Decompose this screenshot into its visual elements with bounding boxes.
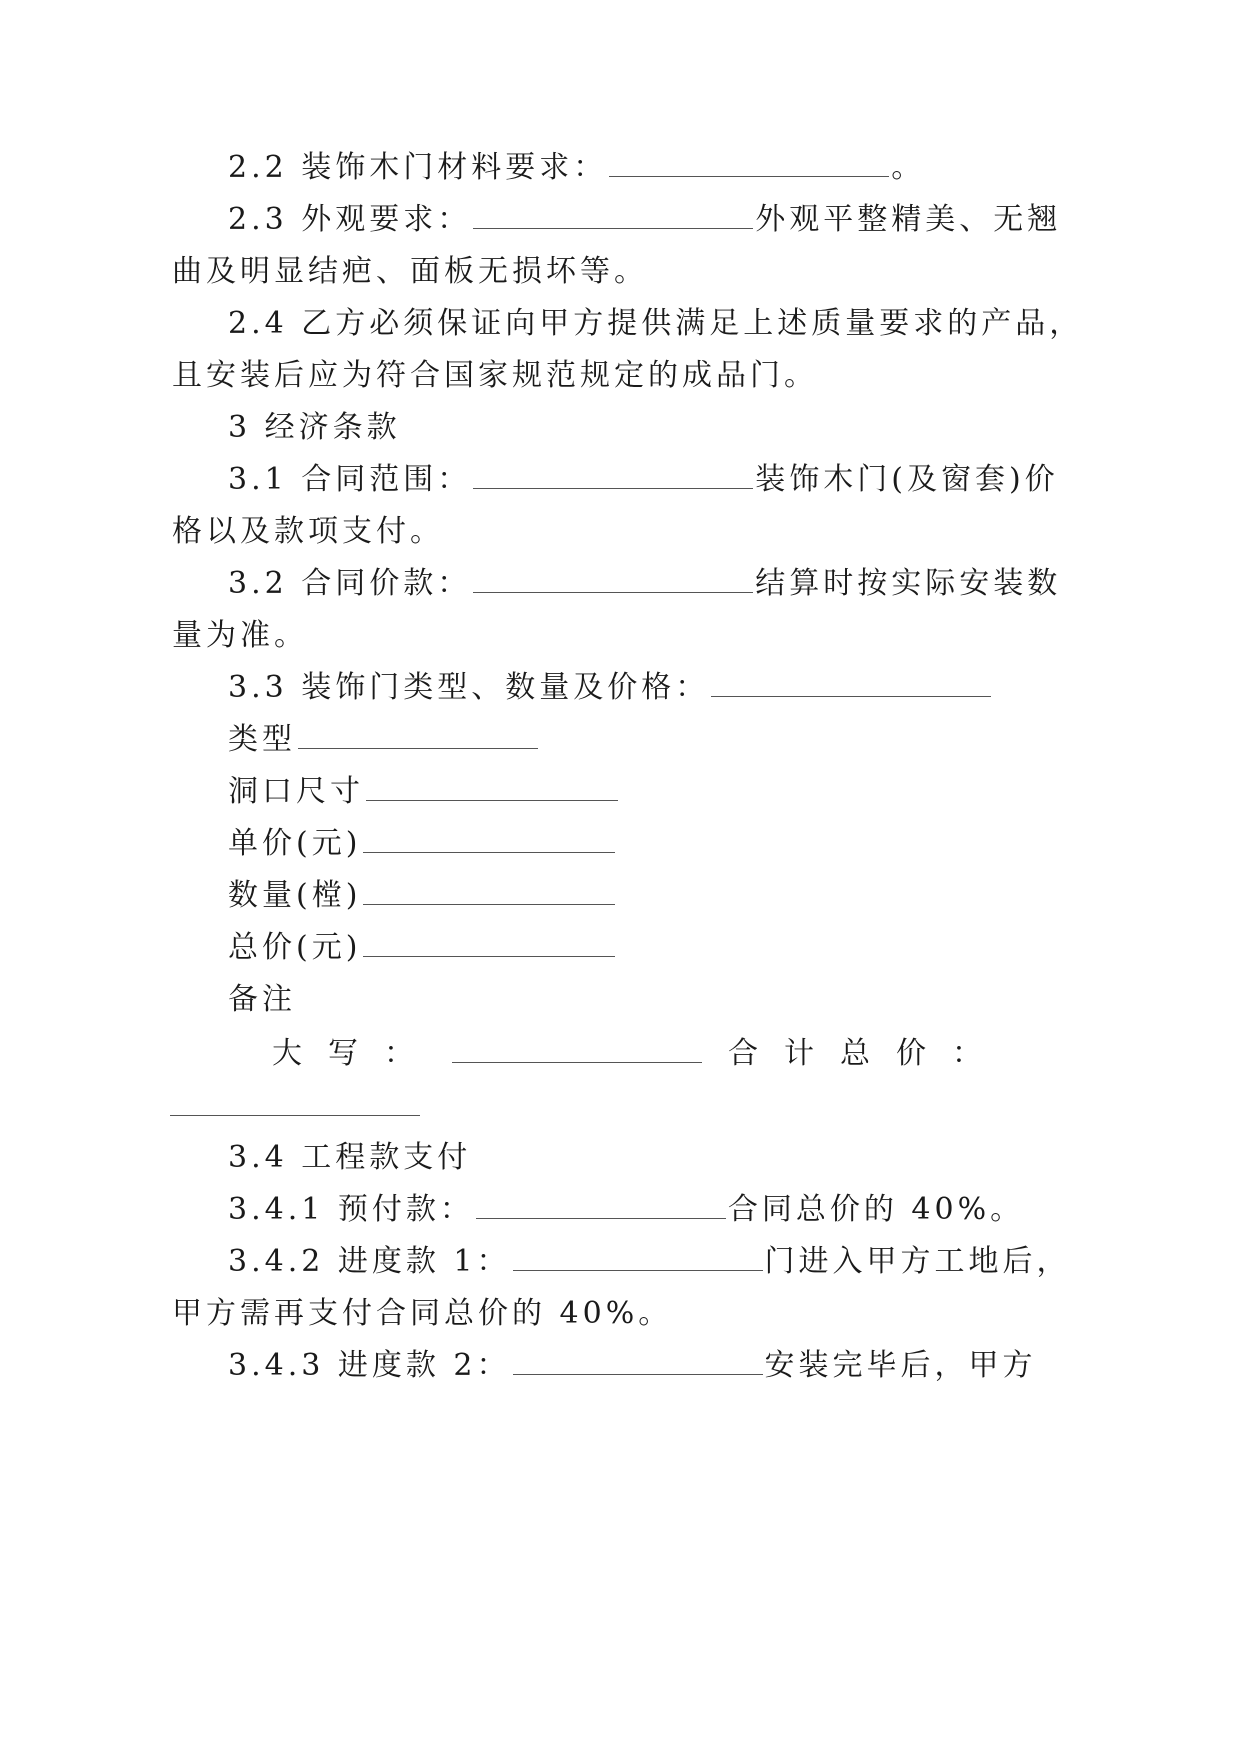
clause-3-4-3-text: 安装完毕后，甲方 — [764, 1348, 1037, 1383]
total-price-blank[interactable] — [363, 928, 615, 957]
remarks-label: 备注 — [228, 982, 296, 1017]
quantity-blank[interactable] — [363, 876, 615, 905]
clause-3-4-2 — [228, 1242, 1071, 1282]
clause-3-2-text: 结算时按实际安装数 — [755, 566, 1062, 601]
total-price-row — [228, 928, 617, 968]
section-3-heading: 3 经济条款 — [228, 410, 401, 445]
clause-3-4-heading: 3.4 工程款支付 — [228, 1140, 472, 1175]
clause-3-3-label: 3.3 装饰门类型、数量及价格： — [228, 670, 710, 705]
clause-3-1-label: 3.1 合同范围： — [228, 462, 472, 497]
clause-3-2-cont: 量为准。 — [172, 618, 308, 653]
clause-3-4-2-label: 3.4.2 进度款 1： — [228, 1244, 511, 1279]
type-row — [228, 720, 540, 760]
clause-3-1 — [228, 460, 1059, 500]
clause-3-4-3 — [228, 1346, 1037, 1386]
price-blank[interactable] — [473, 564, 753, 593]
quantity-label: 数量(樘) — [228, 878, 362, 913]
material-blank[interactable] — [609, 148, 889, 177]
opening-size-label: 洞口尺寸 — [228, 774, 364, 809]
grand-total-blank[interactable] — [170, 1115, 420, 1116]
opening-size-row — [228, 772, 620, 812]
clause-2-2-label: 2.2 装饰木门材料要求： — [228, 150, 608, 185]
clause-2-2 — [228, 148, 925, 188]
type-blank[interactable] — [298, 720, 538, 749]
clause-3-4-1 — [228, 1190, 1024, 1230]
quantity-row — [228, 876, 617, 916]
scope-blank[interactable] — [473, 460, 753, 489]
advance-payment-blank[interactable] — [476, 1190, 726, 1219]
appearance-blank[interactable] — [473, 200, 753, 229]
amount-in-words-label: 大写： — [272, 1036, 440, 1071]
clause-3-4-2-text: 门进入甲方工地后， — [764, 1244, 1071, 1279]
clause-2-4: 2.4 乙方必须保证向甲方提供满足上述质量要求的产品， — [228, 306, 1084, 341]
progress-payment-1-blank[interactable] — [513, 1242, 763, 1271]
progress-payment-2-blank[interactable] — [513, 1346, 763, 1375]
amount-in-words-blank[interactable] — [452, 1034, 702, 1063]
clause-3-4-3-label: 3.4.3 进度款 2： — [228, 1348, 511, 1383]
clause-2-2-end: 。 — [891, 150, 926, 185]
opening-size-blank[interactable] — [366, 772, 618, 801]
clause-3-3 — [228, 668, 993, 708]
clause-2-4-cont: 且安装后应为符合国家规范规定的成品门。 — [172, 358, 818, 393]
clause-3-4-1-label: 3.4.1 预付款： — [228, 1192, 474, 1227]
clause-2-3-label: 2.3 外观要求： — [228, 202, 472, 237]
clause-3-2-label: 3.2 合同价款： — [228, 566, 472, 601]
unit-price-blank[interactable] — [363, 824, 615, 853]
total-price-label: 总价(元) — [228, 930, 362, 965]
clause-2-3-cont: 曲及明显结疤、面板无损坏等。 — [172, 254, 648, 289]
clause-3-4-1-text: 合同总价的 40%。 — [727, 1192, 1025, 1227]
clause-2-3 — [228, 200, 1061, 240]
type-label: 类型 — [228, 722, 296, 757]
unit-price-label: 单价(元) — [228, 826, 362, 861]
clause-3-1-cont: 格以及款项支付。 — [172, 514, 444, 549]
clause-3-1-text: 装饰木门(及窗套)价 — [755, 462, 1059, 497]
door-types-blank[interactable] — [711, 668, 991, 697]
clause-3-2 — [228, 564, 1061, 604]
clause-3-4-2-cont: 甲方需再支付合同总价的 40%。 — [172, 1296, 673, 1331]
unit-price-row — [228, 824, 617, 864]
grand-total-label: 合计总价： — [728, 1036, 1008, 1071]
clause-2-3-text: 外观平整精美、无翘 — [755, 202, 1062, 237]
amount-in-words-row — [272, 1034, 1008, 1074]
